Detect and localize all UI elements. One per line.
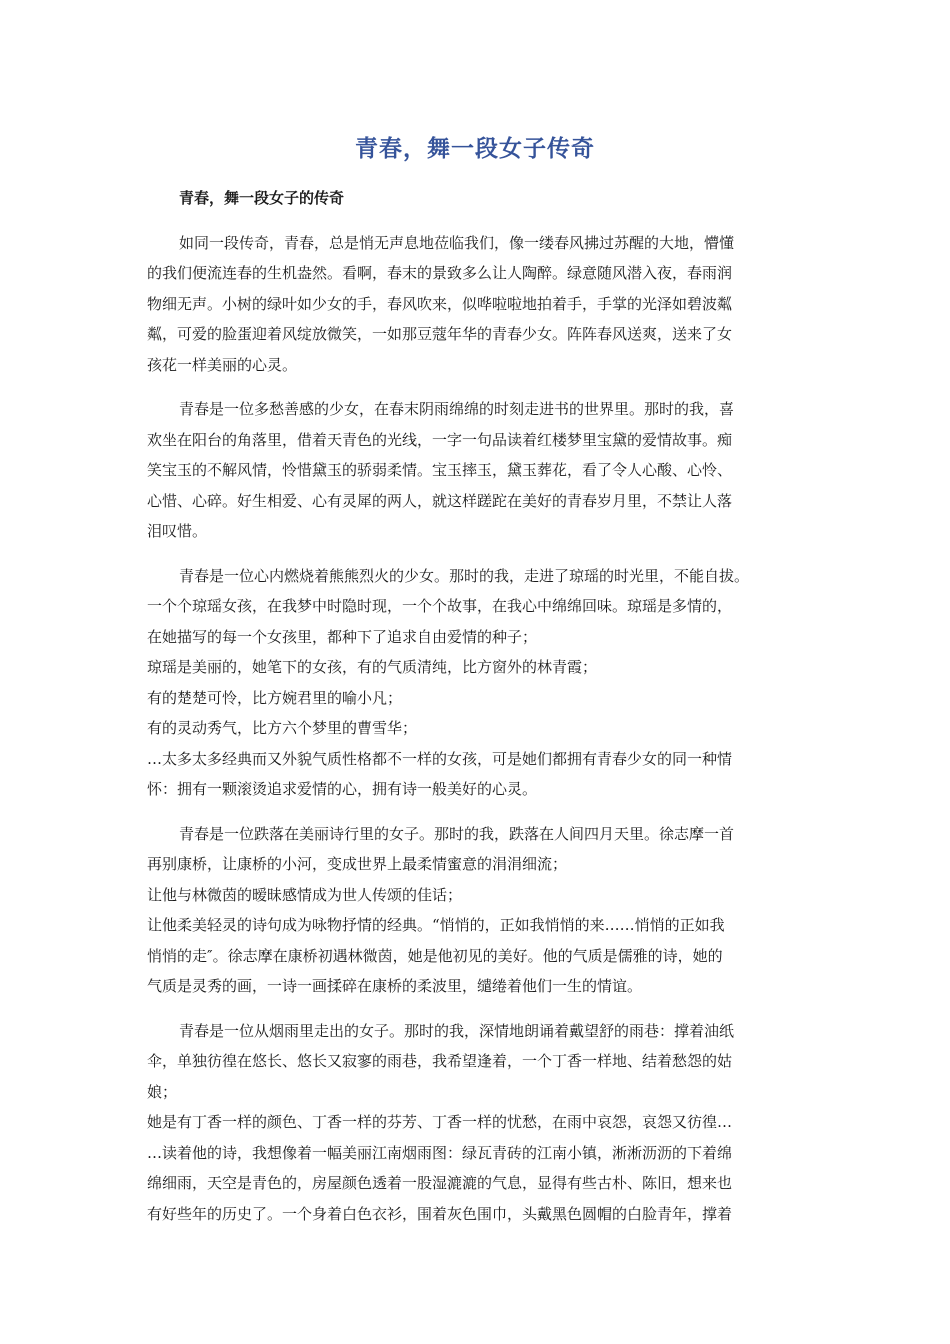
- text-line: …太多太多经典而又外貌气质性格都不一样的女孩，可是她们都拥有青春少女的同一种情: [147, 749, 733, 768]
- text-line: 孩花一样美丽的心灵。: [147, 355, 298, 374]
- text-line: 心惜、心碎。好生相爱、心有灵犀的两人，就这样蹉跎在美好的青春岁月里，不禁让人落: [147, 491, 733, 510]
- text-line: 有好些年的历史了。一个身着白色衣衫，围着灰色围巾，头戴黑色圆帽的白脸青年，撑着: [147, 1204, 733, 1223]
- text-line: 在她描写的每一个女孩里，都种下了追求自由爱情的种子；: [147, 627, 538, 646]
- page-title: 青春，舞一段女子传奇: [355, 136, 595, 162]
- text-line: 粼，可爱的脸蛋迎着风绽放微笑，一如那豆蔻年华的青春少女。阵阵春风送爽，送来了女: [147, 325, 733, 343]
- text-line: 欢坐在阳台的角落里，借着天青色的光线，一字一句品读着红楼梦里宝黛的爱情故事。痴: [147, 430, 733, 449]
- text-line: 笑宝玉的不解风情，怜惜黛玉的骄弱柔情。宝玉摔玉，黛玉葬花，看了令人心酸、心怜、: [147, 461, 733, 479]
- paragraph-1: [147, 228, 807, 381]
- article-body: [147, 183, 807, 1243]
- text-line: 让他柔美轻灵的诗句成为咏物抒情的经典。“悄悄的，正如我悄悄的来……悄悄的正如我: [147, 916, 725, 934]
- text-line: 泪叹惜。: [147, 522, 208, 540]
- text-line: 怀：拥有一颗滚烫追求爱情的心，拥有诗一般美好的心灵。: [147, 780, 538, 798]
- text-line: 伞，单独彷徨在悠长、悠长又寂寥的雨巷，我希望逢着，一个丁香一样地、结着愁怨的姑: [147, 1052, 733, 1070]
- text-line: 气质是灵秀的画，一诗一画揉碎在康桥的柔波里，缱绻着他们一生的情谊。: [147, 977, 643, 995]
- paragraph-2: [147, 394, 807, 547]
- text-line: 物细无声。小树的绿叶如少女的手，春风吹来，似哗啦啦地拍着手，手掌的光泽如碧波粼: [147, 294, 733, 313]
- paragraph-3: [147, 561, 807, 805]
- text-line: 再别康桥，让康桥的小河，变成世界上最柔情蜜意的涓涓细流；: [147, 855, 568, 873]
- text-line: 青春是一位多愁善感的少女，在春末阴雨绵绵的时刻走进书的世界里。那时的我，喜: [179, 400, 735, 418]
- text-line: 的我们便流连春的生机盎然。看啊，春末的景致多么让人陶醉。绿意随风潜入夜，春雨润: [147, 264, 733, 282]
- paragraph-5: [147, 1016, 807, 1230]
- text-line: 有的楚楚可怜，比方婉君里的喻小凡；: [147, 688, 403, 707]
- text-line: 琼瑶是美丽的，她笔下的女孩，有的气质清纯，比方窗外的林青霞；: [147, 658, 598, 676]
- text-line: 青春是一位跌落在美丽诗行里的女子。那时的我，跌落在人间四月天里。徐志摩一首: [179, 824, 735, 843]
- text-line: …读着他的诗，我想像着一幅美丽江南烟雨图：绿瓦青砖的江南小镇，淅淅沥沥的下着绵: [147, 1143, 733, 1162]
- text-line: 让他与林微茵的暧昧感情成为世人传颂的佳话；: [147, 885, 463, 904]
- text-line: 一个个琼瑶女孩，在我梦中时隐时现，一个个故事，在我心中绵绵回味。琼瑶是多情的，: [147, 597, 733, 615]
- text-line: 如同一段传奇，青春，总是悄无声息地莅临我们，像一缕春风拂过苏醒的大地，懵懂: [179, 233, 735, 252]
- text-line: 悄悄的走″。徐志摩在康桥初遇林微茵，她是他初见的美好。他的气质是儒雅的诗，她的: [147, 946, 723, 965]
- text-line: 有的灵动秀气，比方六个梦里的曹雪华；: [147, 719, 418, 737]
- text-line: 她是有丁香一样的颜色、丁香一样的芬芳、丁香一样的忧愁，在雨中哀怨，哀怨又彷徨…: [147, 1113, 733, 1131]
- text-line: 娘；: [147, 1082, 178, 1101]
- text-line: 青春是一位从烟雨里走出的女子。那时的我，深情地朗诵着戴望舒的雨巷：撑着油纸: [179, 1021, 735, 1040]
- text-line: 绵细雨，天空是青色的，房屋颜色透着一股湿漉漉的气息，显得有些古朴、陈旧，想来也: [147, 1174, 733, 1192]
- subtitle: 青春，舞一段女子的传奇: [179, 189, 345, 207]
- text-line: 青春是一位心内燃烧着熊熊烈火的少女。那时的我，走进了琼瑶的时光里，不能自拔。: [179, 566, 750, 585]
- paragraph-4: [147, 819, 807, 1002]
